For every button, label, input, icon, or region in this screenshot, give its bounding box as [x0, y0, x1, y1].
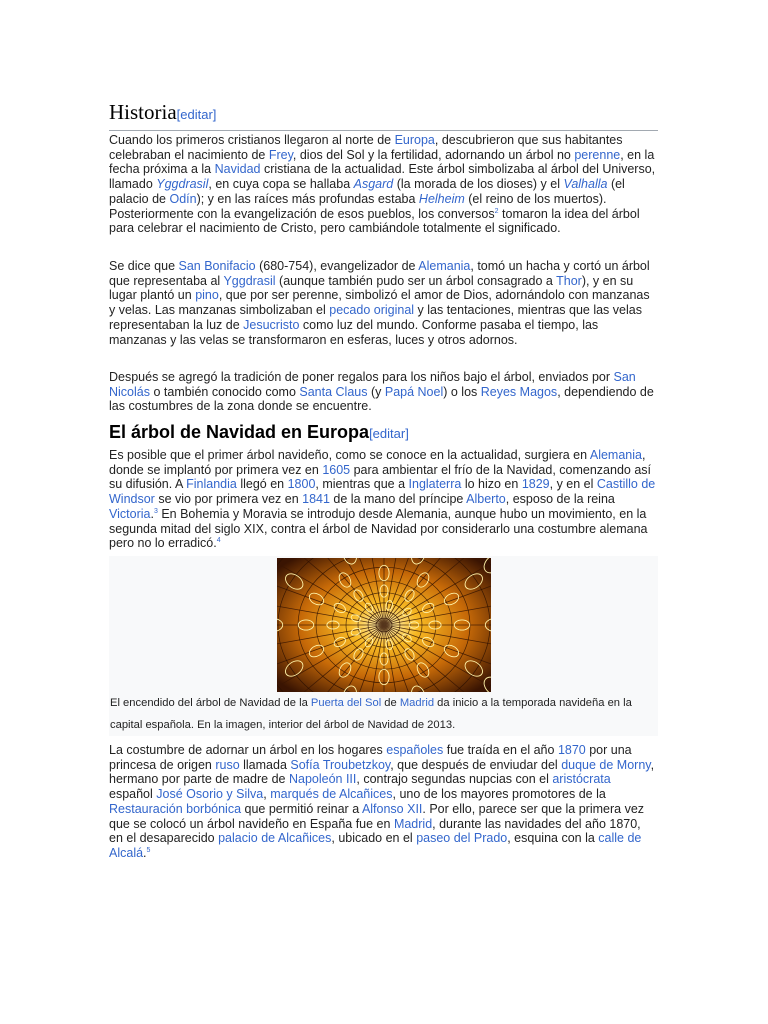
reference-5[interactable]: 5 — [146, 846, 151, 854]
text-run: , que por ser perenne, simbolizó el amor de Dios, adornándolo con manzanas y velas. Las manzanas simbolizaban el — [109, 288, 650, 318]
heading-title: El árbol de Navidad en Europa — [109, 422, 370, 442]
link-palacio-alcanices[interactable]: palacio de Alcañices — [218, 831, 332, 846]
link-ruso[interactable]: ruso — [215, 757, 240, 772]
link-perenne[interactable]: perenne — [574, 147, 621, 162]
link-text: Yggdrasil — [156, 177, 209, 192]
link-santa-claus[interactable]: Santa Claus — [299, 384, 368, 399]
link-sofia-troubetzkoy[interactable]: Sofía Troubetzkoy — [290, 757, 391, 772]
edit-link[interactable]: [editar] — [176, 107, 217, 122]
link-puerta-del-sol[interactable]: Puerta del Sol — [310, 697, 382, 709]
link-duque-morny[interactable]: duque de Morny — [561, 757, 651, 772]
text-run: , ubicado en el — [331, 831, 417, 846]
text-run: . Por ello, parece ser que la primera vez que se colocó un árbol navideño en España fue en — [109, 801, 645, 831]
figure-thumbnail — [109, 556, 658, 736]
text-run: (el reino de los muertos). Posteriormente con la evangelización de esos pueblos, los conversos — [109, 191, 607, 221]
text-run: (680-754), evangelizador de — [255, 259, 419, 273]
link-restauracion-borbonica[interactable]: Restauración borbónica — [109, 801, 242, 816]
link-reyes-magos[interactable]: Reyes Magos — [480, 384, 558, 399]
link-thor[interactable]: Thor — [556, 273, 582, 288]
section-heading-historia — [109, 99, 658, 131]
link-text: Asgard — [353, 177, 394, 192]
figure-caption — [110, 692, 656, 736]
text-run: para ambientar el frío de la Navidad, comenzando así su difusión. A — [109, 462, 651, 492]
text-run: Es posible que el primer árbol navideño, como se conoce en la actualidad, surgiera en — [109, 448, 590, 462]
text-run: (aunque también pudo ser un árbol consagrado a — [275, 273, 557, 288]
link-finlandia[interactable]: Finlandia — [186, 477, 237, 492]
text-run: Después se agregó la tradición de poner regalos para los niños bajo el árbol, enviados por — [109, 370, 614, 384]
link-yggdrasil[interactable]: Yggdrasil — [223, 273, 276, 288]
link-victoria[interactable]: Victoria — [109, 506, 151, 521]
text-run: , dios del Sol y la fertilidad, adornando un árbol no — [292, 147, 575, 162]
link-calle-alcala[interactable]: calle de Alcalá — [109, 831, 642, 860]
link-espanoles[interactable]: españoles — [386, 743, 444, 757]
text-run: , durante las navidades del año 1870, en el desaparecido — [109, 816, 641, 846]
link-valhalla[interactable] — [563, 177, 607, 191]
text-run: , uno de los mayores promotores de la — [392, 787, 606, 802]
paragraph-europa — [109, 448, 657, 551]
text-run: o también conocido como — [150, 384, 300, 399]
text-run: ); y en las raíces más profundas estaba — [196, 191, 419, 206]
paragraph-bonifacio — [109, 259, 657, 347]
link-1829[interactable]: 1829 — [521, 477, 550, 492]
link-frey[interactable]: Frey — [268, 147, 293, 162]
link-madrid[interactable]: Madrid — [393, 816, 433, 831]
text-run: , hermano por parte de madre de — [109, 757, 655, 787]
text-run: Se dice que — [109, 259, 179, 273]
link-san-bonifacio[interactable]: San Bonifacio — [178, 259, 256, 273]
link-yggdrasil[interactable] — [156, 177, 208, 191]
text-run: , tomó un hacha y cortó un árbol que representaba al — [109, 259, 650, 288]
reference-4[interactable]: 4 — [216, 537, 221, 545]
link-1841[interactable]: 1841 — [302, 492, 330, 507]
link-text: Helheim — [418, 191, 465, 206]
link-alberto[interactable]: Alberto — [466, 492, 506, 507]
period: . — [143, 845, 147, 860]
link-odin[interactable]: Odín — [169, 191, 197, 206]
link-castillo-windsor[interactable]: Castillo de Windsor — [109, 477, 656, 507]
link-asgard[interactable] — [354, 177, 394, 191]
link-jose-osorio[interactable]: José Osorio y Silva — [156, 787, 264, 802]
link-europa[interactable]: Europa — [394, 133, 435, 147]
link-paseo-prado[interactable]: paseo del Prado — [416, 831, 508, 846]
link-napoleon-iii[interactable]: Napoleón III — [288, 772, 357, 787]
link-papa-noel[interactable]: Papá Noel — [384, 384, 444, 399]
text-run: (la morada de los dioses) y el — [393, 177, 564, 192]
edit-link[interactable]: [editar] — [369, 426, 409, 441]
text-run: (y — [367, 384, 385, 399]
text-run: tomaron la idea del árbol para celebrar el nacimiento de Cristo, pero cambiándole totalmente el significado. — [109, 206, 640, 236]
text-run: de la mano del príncipe — [329, 492, 467, 507]
link-madrid[interactable]: Madrid — [399, 697, 435, 709]
link-san-nicolas[interactable]: San Nicolás — [109, 370, 636, 399]
text-run: , esquina con la — [507, 831, 599, 846]
link-1800[interactable]: 1800 — [287, 477, 316, 492]
text-run: como luz del mundo. Conforme pasaba el tiempo, las manzanas y las velas se transformaron en esferas, luces y otros adornos. — [109, 317, 599, 347]
paragraph-regalos — [109, 370, 657, 414]
text-run: , en cuya copa se hallaba — [208, 177, 354, 192]
text-run: llegó en — [236, 477, 288, 492]
text-run: , y en el — [549, 477, 597, 492]
paragraph-origins — [109, 133, 657, 236]
text-run: ) o los — [443, 384, 481, 399]
link-alfonso-xii[interactable]: Alfonso XII — [361, 801, 423, 816]
text-run: da inicio a la temporada navideña en la capital española. En la imagen, interior del árbol de Navidad de 2013. — [110, 697, 632, 731]
text-run: cristiana de la actualidad. Este árbol simbolizaba al árbol del Universo, llamado — [109, 162, 656, 192]
text-run: Cuando los primeros cristianos llegaron al norte de — [109, 133, 395, 147]
link-helheim[interactable] — [419, 192, 465, 206]
text-run: fue traída en el año — [443, 743, 558, 757]
link-1605[interactable]: 1605 — [322, 462, 351, 477]
link-pino[interactable]: pino — [195, 288, 219, 303]
christmas-tree-interior-image[interactable] — [277, 558, 491, 692]
text-run: , contrajo segundas nupcias con el — [356, 772, 553, 787]
text-run: llamada — [239, 757, 291, 772]
text-run: español — [109, 787, 157, 802]
text-run: lo hizo en — [461, 477, 522, 492]
text-run: de — [381, 697, 400, 709]
text-run: se vio por primera vez en — [154, 492, 303, 507]
text-run: , descubrieron que sus habitantes celebraban el nacimiento de — [109, 133, 623, 162]
link-1870[interactable]: 1870 — [557, 743, 586, 757]
text-run: , en la fecha próxima a la — [109, 147, 655, 177]
paragraph-espana — [109, 743, 657, 861]
text-run: , esposo de la reina — [505, 492, 615, 507]
text-run: , donde se implantó por primera vez en — [109, 448, 646, 477]
link-inglaterra[interactable]: Inglaterra — [408, 477, 462, 492]
reference-2[interactable]: 2 — [494, 207, 499, 215]
link-aristocrata[interactable]: aristócrata — [552, 772, 611, 787]
text-run: , dependiendo de las costumbres de la zona donde se encuentre. — [109, 384, 654, 414]
text-run: En Bohemia y Moravia se introdujo desde Alemania, aunque hubo un movimiento, en la segunda mitad del siglo XIX, contra el árbol de Navidad por considerarlo una costumbre alemana pero no lo erradicó. — [109, 506, 648, 551]
text-run: por una princesa de origen — [109, 743, 632, 772]
text-run: (el palacio de — [109, 177, 625, 206]
link-navidad[interactable]: Navidad — [214, 162, 261, 177]
text-run: El encendido del árbol de Navidad de la — [110, 697, 311, 709]
link-jesucristo[interactable]: Jesucristo — [243, 317, 300, 332]
link-marques-alcanices[interactable]: marqués de Alcañices — [270, 787, 393, 802]
text-run: y las tentaciones, mientras que las velas representaban la luz de — [109, 303, 642, 332]
heading-title: Historia — [109, 100, 177, 124]
reference-3[interactable]: 3 — [153, 507, 158, 515]
text-run: , — [263, 787, 271, 802]
text-run: , mientras que a — [315, 477, 409, 492]
text-run: ), y en su lugar plantó un — [109, 273, 634, 303]
text-run: que permitió reinar a — [241, 801, 362, 816]
text-run: La costumbre de adornar un árbol en los hogares — [109, 743, 387, 757]
section-heading-europa — [109, 420, 658, 446]
period: . — [150, 506, 154, 521]
text-run: , que después de enviudar del — [390, 757, 562, 772]
link-pecado-original[interactable]: pecado original — [329, 303, 415, 318]
link-text: Valhalla — [563, 177, 608, 192]
link-alemania[interactable]: Alemania — [418, 259, 471, 273]
link-alemania[interactable]: Alemania — [589, 448, 642, 462]
